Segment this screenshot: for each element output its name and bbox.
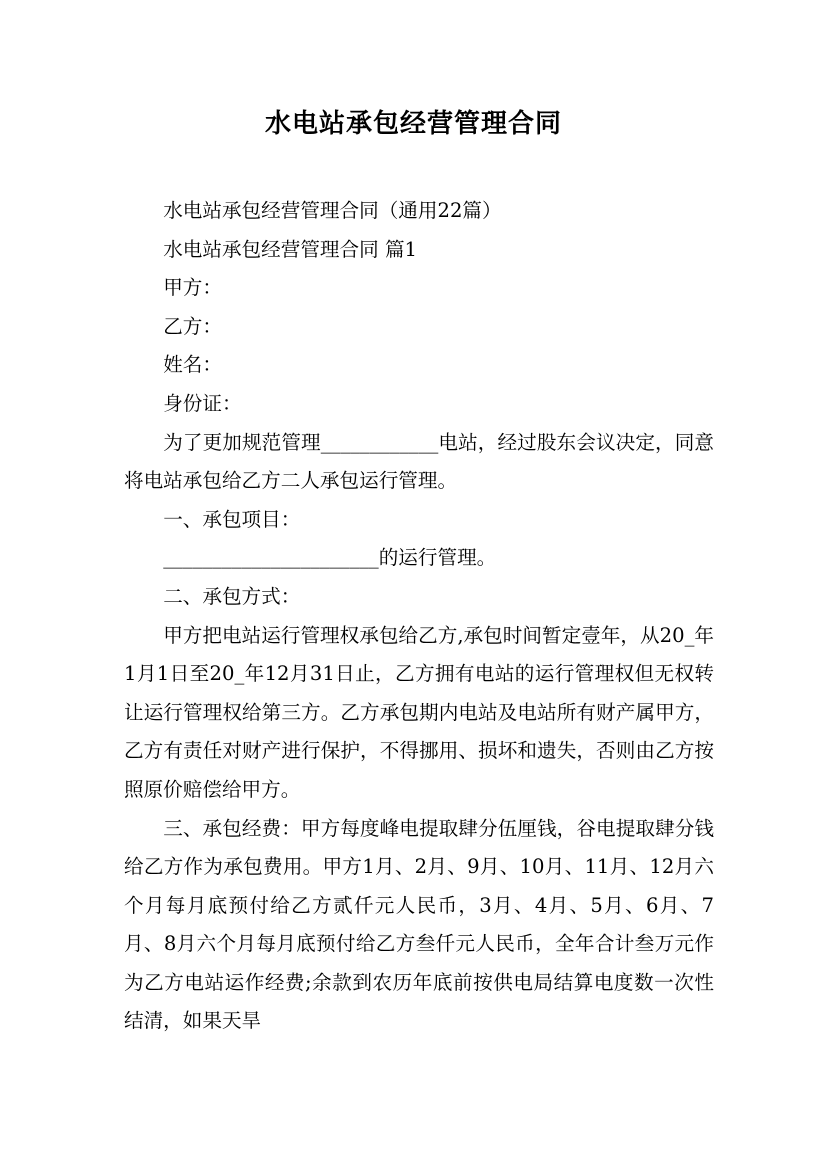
paragraph-item-2-heading: 二、承包方式： xyxy=(163,584,301,608)
paragraph-party-a: 甲方： xyxy=(163,276,222,300)
paragraph-id-card: 身份证： xyxy=(163,391,242,415)
paragraph-item-2-content: 甲方把电站运行管理权承包给乙方,承包时间暂定壹年，从20_年1月1日至20_年12月31日止，乙方拥有电站的运行管理权但无权转让运行管理权给第三方。乙方承包期内电站及电站所有财产属甲方，乙方有责任对财产进行保护，不得挪用、损坏和遗失，否则由乙方按照原价赔偿给甲方。 xyxy=(124,623,714,801)
document-body xyxy=(124,192,714,1041)
document-title: 水电站承包经营管理合同 xyxy=(264,109,562,139)
paragraph-heading: 水电站承包经营管理合同（通用22篇） xyxy=(163,199,502,222)
paragraph-section-title: 水电站承包经营管理合同 篇1 xyxy=(163,237,418,261)
paragraph-name: 姓名： xyxy=(163,353,222,377)
paragraph-item-3: 三、承包经费：甲方每度峰电提取肆分伍厘钱，谷电提取肆分钱给乙方作为承包费用。甲方1月、2月、9月、10月、11月、12月六个月每月底预付给乙方贰仟元人民币，3月、4月、5月、6月、7月、8月六个月每月底预付给乙方叁仟元人民币，全年合计叁万元作为乙方电站运作经费;余款到农历年底前按供电局结算电度数一次性结清，如果天旱 xyxy=(124,816,714,1033)
paragraph-preamble: 为了更加规范管理____________电站，经过股东会议决定，同意将电站承包给乙方二人承包运行管理。 xyxy=(124,430,714,493)
paragraph-party-b: 乙方： xyxy=(163,314,222,338)
paragraph-item-1-heading: 一、承包项目： xyxy=(163,507,301,531)
paragraph-item-1-content: ______________________的运行管理。 xyxy=(163,546,497,570)
